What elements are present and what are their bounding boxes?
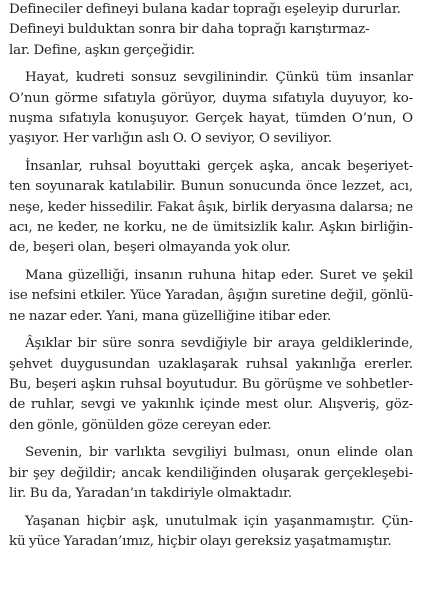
text-line: ne nazar eder. Yani, mana güzelliğine itibar eder. — [9, 308, 332, 324]
text-line: Sevenin, bir varlıkta sevgiliyi bulması, onun elinde olan — [25, 445, 413, 461]
text-line: İnsanlar, ruhsal boyuttaki gerçek aşka, ancak beşeriyet- — [25, 159, 413, 175]
paragraph-4 — [9, 266, 413, 327]
text-line: den gönle, gönülden göze cereyan eder. — [9, 417, 272, 433]
text-line: bir şey değildir; ancak kendiliğinden oluşarak gerçekleşebi- — [9, 465, 413, 481]
text-line: O’nun görme sıfatıyla görüyor, duyma sıfatıyla duyuyor, ko- — [9, 90, 413, 106]
text-line: ten soyunarak katılabilir. Bunun sonucunda önce lezzet, acı, — [9, 179, 413, 195]
text-line: de, beşeri olan, beşeri olmayanda yok olur. — [9, 240, 291, 256]
paragraph-3 — [9, 157, 413, 258]
text-line: acı, ne keder, ne korku, ne de ümitsizlik kalır. Aşkın birliğin- — [9, 219, 413, 235]
text-line: de ruhlar, sevgi ve yakınlık içinde mest olur. Alışveriş, göz- — [9, 397, 413, 413]
text-line: Defineciler defineyi bulana kadar toprağı eşeleyip dururlar. Defineyi bulduktan sonra bir daha toprağı karıştırmaz- — [9, 2, 401, 38]
text-line: lar. Define, aşkın gerçeğidir. — [9, 42, 196, 58]
paragraph-2 — [9, 68, 413, 149]
text-line: lir. Bu da, Yaradan’ın takdiriyle olmaktadır. — [9, 486, 292, 502]
text-line: kü yüce Yaradan’ımız, hiçbir olayı gereksiz yaşatmamıştır. — [9, 534, 392, 550]
text-line: Yaşanan hiçbir aşk, unutulmak için yaşanmamıştır. Çün- — [25, 513, 413, 529]
paragraph-1 — [9, 0, 413, 61]
text-line: ise nefsini etkiler. Yüce Yaradan, âşığın suretine değil, gönlü- — [9, 288, 413, 304]
text-line: Hayat, kudreti sonsuz sevgilinindir. Çünkü tüm insanlar — [25, 70, 413, 86]
book-page — [9, 0, 413, 560]
text-line: yaşıyor. Her varlığın aslı O. O seviyor, O seviliyor. — [9, 131, 332, 147]
text-line: Âşıklar bir süre sonra sevdiğiyle bir araya geldiklerinde, — [25, 336, 413, 352]
paragraph-7 — [9, 512, 413, 553]
paragraph-6 — [9, 443, 413, 504]
text-line: nuşma sıfatıyla konuşuyor. Gerçek hayat, tümden O’nun, O — [9, 110, 413, 126]
paragraph-5 — [9, 334, 413, 435]
text-line: neşe, keder hissedilir. Fakat âşık, birlik deryasına dalarsa; ne — [9, 199, 413, 215]
text-line: Mana güzelliği, insanın ruhuna hitap eder. Suret ve şekil — [25, 268, 413, 284]
text-line: şehvet duygusundan uzaklaşarak ruhsal yakınlığa ererler. — [9, 356, 413, 372]
text-line: Bu, beşeri aşkın ruhsal boyutudur. Bu görüşme ve sohbetler- — [9, 377, 413, 393]
